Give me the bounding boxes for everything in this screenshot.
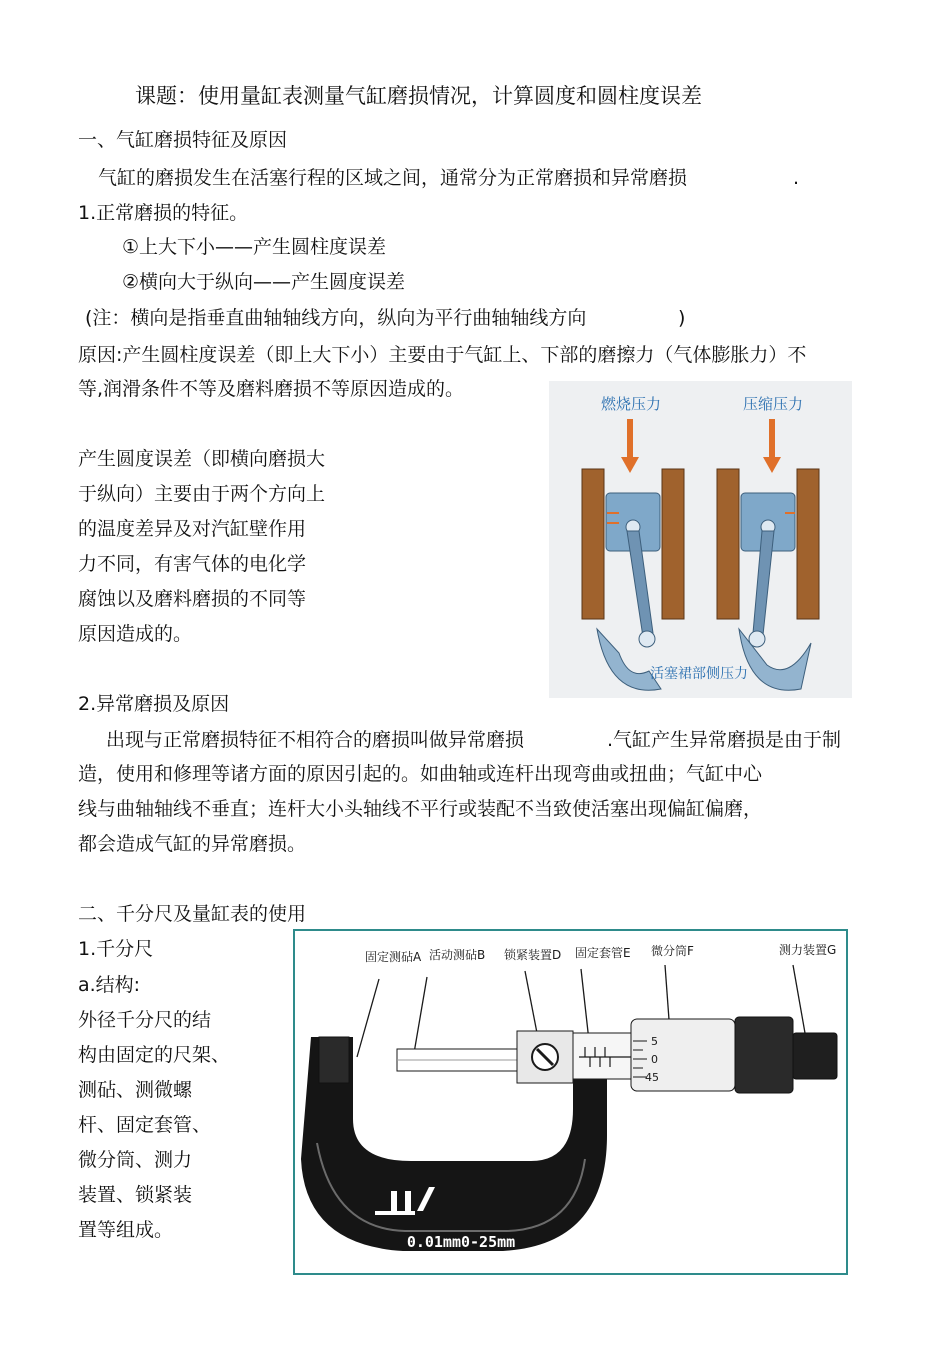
structure-heading: a.结构: (78, 974, 141, 996)
abnormal-wear-heading: 2.异常磨损及原因 (78, 693, 230, 715)
structure-line: 构由固定的尺架、 (78, 1044, 231, 1066)
micrometer-heading: 1.千分尺 (78, 938, 154, 960)
section-heading-1: 一、气缸磨损特征及原因 (78, 129, 288, 151)
roundness-line: 于纵向）主要由于两个方向上 (78, 483, 326, 505)
structure-line: 微分筒、测力 (78, 1149, 193, 1171)
wear-item-2: ②横向大于纵向——产生圆度误差 (122, 271, 406, 293)
abnormal-line-1a: 出现与正常磨损特征不相符合的磨损叫做异常磨损 (106, 729, 525, 751)
structure-line: 外径千分尺的结 (78, 1009, 212, 1031)
note-close: ) (678, 307, 686, 329)
compression-pressure-label: 压缩压力 (742, 395, 804, 413)
skirt-pressure-label: 活塞裙部侧压力 (650, 666, 748, 682)
cylinder-wall-left (717, 469, 739, 619)
combustion-pressure-label: 燃烧压力 (600, 395, 662, 413)
cylinder-wall-right (662, 469, 684, 619)
knurled-barrel (735, 1017, 793, 1093)
fixed-anvil (319, 1037, 349, 1083)
section-heading-2: 二、千分尺及量缸表的使用 (78, 903, 307, 925)
thimble-scale-mark: 0 (651, 1053, 658, 1066)
structure-line: 装置、锁紧装 (78, 1184, 193, 1206)
intro-period: . (793, 167, 800, 189)
cause-line-1: 原因:产生圆柱度误差（即上大下小）主要由于气缸上、下部的磨擦力（气体膨胀力）不 (78, 344, 807, 366)
structure-line: 置等组成。 (78, 1219, 174, 1241)
label-lock-device: 锁紧装置D (504, 948, 562, 962)
intro-paragraph: 气缸的磨损发生在活塞行程的区域之间，通常分为正常磨损和异常磨损 (98, 167, 688, 189)
frame-range-text: 0.01mm0-25mm (406, 1233, 516, 1251)
micrometer-figure (293, 929, 848, 1275)
structure-line: 杆、固定套管、 (78, 1114, 212, 1136)
normal-wear-heading: 1.正常磨损的特征。 (78, 202, 249, 224)
label-ratchet: 测力装置G (779, 943, 837, 957)
roundness-line: 原因造成的。 (78, 623, 193, 645)
label-thimble: 微分筒F (651, 944, 694, 958)
cylinder-wall-right (797, 469, 819, 619)
fixed-sleeve (573, 1033, 631, 1079)
structure-line: 测砧、测微螺 (78, 1079, 193, 1101)
note-text: (注：横向是指垂直曲轴轴线方向，纵向为平行曲轴轴线方向 (85, 307, 587, 329)
ratchet (793, 1033, 837, 1079)
thimble-scale-mark: 45 (645, 1071, 659, 1084)
abnormal-line: 都会造成气缸的异常磨损。 (78, 833, 307, 855)
roundness-line: 腐蚀以及磨料磨损的不同等 (78, 588, 307, 610)
thimble-scale-mark: 5 (651, 1035, 658, 1048)
label-movable-anvil: 活动测砧B (429, 948, 486, 962)
wear-item-1: ①上大下小——产生圆柱度误差 (122, 236, 387, 258)
page-title: 课题：使用量缸表测量气缸磨损情况，计算圆度和圆柱度误差 (135, 84, 702, 108)
abnormal-line-1b: .气缸产生异常磨损是由于制 (607, 729, 842, 751)
roundness-line: 的温度差异及对汽缸壁作用 (78, 518, 307, 540)
cause-line-2: 等,润滑条件不等及磨料磨损不等原因造成的。 (78, 378, 465, 400)
crank-pin-right (749, 631, 765, 647)
label-fixed-anvil: 固定测砧A (365, 950, 422, 964)
piston-pressure-figure (549, 381, 852, 698)
roundness-line: 力不同，有害气体的电化学 (78, 553, 307, 575)
abnormal-line: 线与曲轴轴线不垂直；连杆大小头轴线不平行或装配不当致使活塞出现偏缸偏磨， (78, 798, 763, 820)
label-fixed-sleeve: 固定套管E (575, 946, 631, 960)
roundness-line: 产生圆度误差（即横向磨损大 (78, 448, 326, 470)
abnormal-line: 造，使用和修理等诸方面的原因引起的。如曲轴或连杆出现弯曲或扭曲；气缸中心 (78, 763, 763, 785)
cylinder-wall-left (582, 469, 604, 619)
crank-pin-left (639, 631, 655, 647)
